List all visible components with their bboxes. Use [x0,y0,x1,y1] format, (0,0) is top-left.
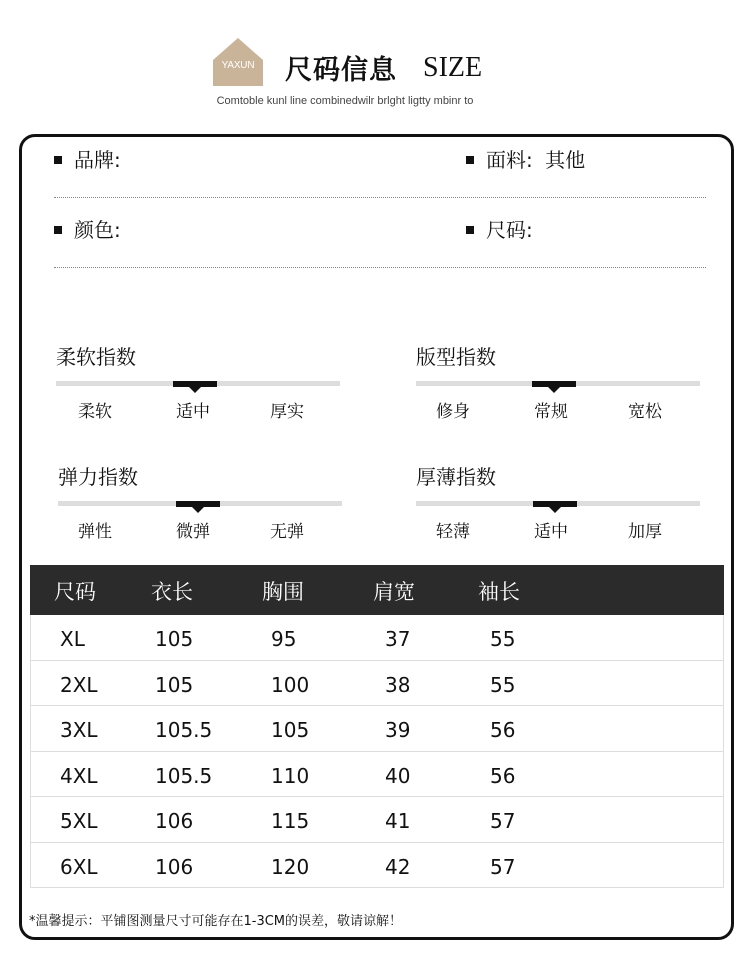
logo-text: YAXUN [221,60,255,71]
table-row [31,797,723,843]
softness-indicator [173,381,217,387]
thickness-track [416,501,700,506]
elasticity-option: 弹性 [78,522,112,542]
table-row [31,615,723,661]
brand-item [54,144,121,173]
table-cell: 42 [385,854,411,879]
thickness-title: 厚薄指数 [416,465,496,489]
elasticity-option: 无弹 [270,522,304,542]
table-cell: 4XL [60,763,98,788]
indicator-arrow-icon [549,507,561,513]
table-header [30,565,724,615]
thickness-option: 加厚 [628,522,662,542]
brand-logo [213,38,263,86]
table-row [31,752,723,798]
softness-track [56,381,340,386]
table-cell: 105 [271,718,310,742]
fabric-value: 其他 [545,148,586,172]
softness-option: 厚实 [270,402,304,422]
indicator-arrow-icon [548,387,560,393]
table-cell: 110 [271,763,310,788]
table-cell: 105 [155,627,194,651]
table-cell: 57 [490,809,516,833]
table-cell: 95 [271,627,297,651]
fit-track [416,381,700,386]
fit-indicator [532,381,576,387]
fabric-item [466,144,585,173]
table-body [30,615,724,888]
info-row-color-size [54,198,706,268]
color-label: 颜色: [74,218,121,242]
table-cell: 37 [385,627,411,651]
bullet-icon [54,226,62,234]
table-cell: 57 [490,854,516,879]
table-cell: 55 [490,627,516,651]
page-subtitle: Comtoble kunl line combinedwilr brlght ligtty mbinr to [216,95,474,107]
column-header: 肩宽 [373,580,415,604]
size-label: 尺码: [486,218,533,242]
table-cell: 106 [155,854,194,879]
info-row-brand-fabric [54,128,706,198]
fabric-label: 面料: [486,148,533,172]
table-row [31,843,723,889]
table-cell: 120 [271,854,310,879]
table-row [31,661,723,707]
table-cell: 100 [271,672,310,697]
measurement-note: *温馨提示：平铺图测量尺寸可能存在1-3CM的误差，敬请谅解！ [29,914,403,929]
column-header: 尺码 [54,580,96,604]
table-cell: 105.5 [155,718,213,742]
thickness-option: 轻薄 [436,522,470,542]
elasticity-track [58,501,342,506]
elasticity-option: 微弹 [176,522,210,542]
table-cell: 56 [490,763,516,788]
bullet-icon [466,156,474,164]
bullet-icon [54,156,62,164]
table-cell: 2XL [60,672,98,697]
fit-index [416,341,706,422]
table-cell: XL [60,627,85,651]
softness-option: 柔软 [78,402,112,422]
indicator-arrow-icon [189,387,201,393]
column-header: 胸围 [262,580,304,604]
fit-option: 常规 [534,402,568,422]
table-cell: 56 [490,718,516,742]
table-cell: 115 [271,809,310,833]
table-cell: 40 [385,763,411,788]
fit-option: 修身 [436,402,470,422]
page-title: 尺码信息 [285,55,397,86]
softness-index [56,341,346,422]
table-row [31,706,723,752]
thickness-option: 适中 [534,522,568,542]
elasticity-title: 弹力指数 [58,465,138,489]
fit-option: 宽松 [628,402,662,422]
fit-title: 版型指数 [416,345,496,369]
table-cell: 5XL [60,809,98,833]
table-cell: 105.5 [155,763,213,788]
elasticity-index [58,461,348,542]
softness-title: 柔软指数 [56,345,136,369]
size-item [466,214,533,243]
page-title-en: SIZE [423,52,483,83]
table-cell: 41 [385,809,411,833]
table-cell: 106 [155,809,194,833]
table-cell: 6XL [60,854,98,879]
table-cell: 39 [385,718,411,742]
thickness-indicator [533,501,577,507]
table-cell: 105 [155,672,194,697]
color-item [54,214,121,243]
column-header: 袖长 [478,580,520,604]
softness-option: 适中 [176,402,210,422]
column-header: 衣长 [151,580,193,604]
elasticity-indicator [176,501,220,507]
brand-label: 品牌: [74,148,121,172]
table-cell: 38 [385,672,411,697]
bullet-icon [466,226,474,234]
thickness-index [416,461,706,542]
indicator-arrow-icon [192,507,204,513]
table-cell: 3XL [60,718,98,742]
table-cell: 55 [490,672,516,697]
size-table [30,565,724,888]
